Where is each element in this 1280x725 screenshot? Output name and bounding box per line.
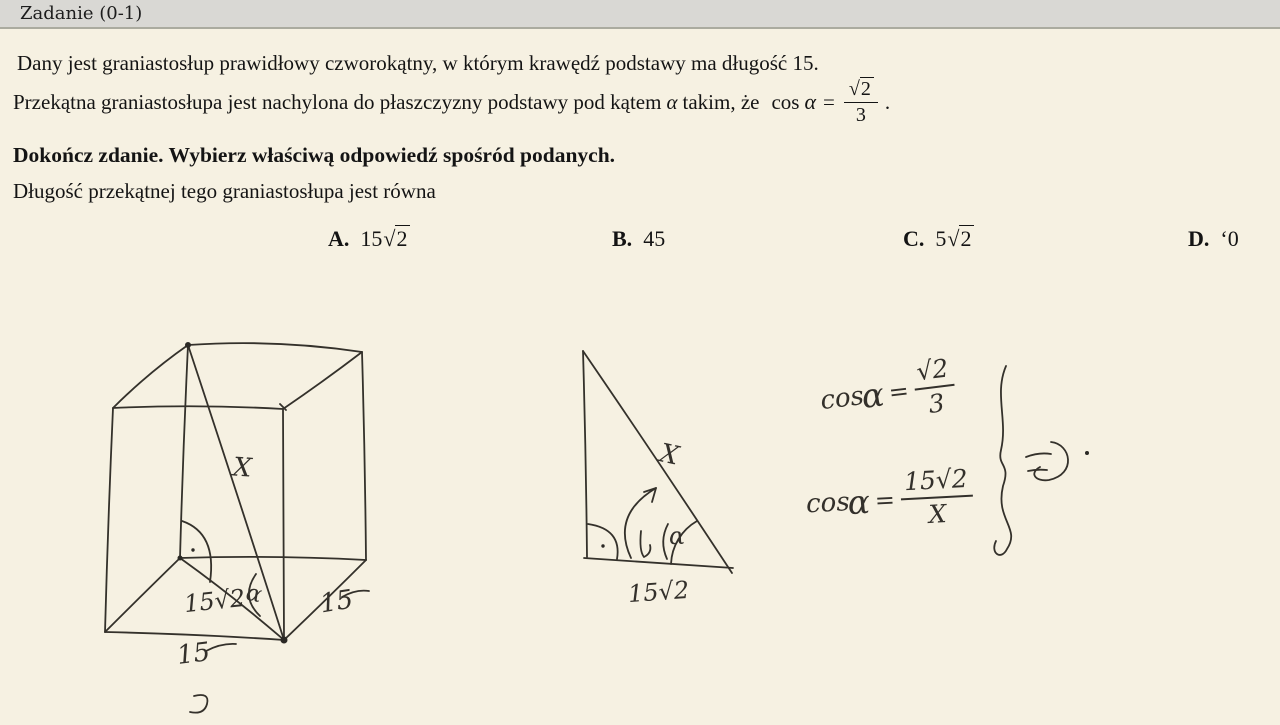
task-header-bar bbox=[0, 0, 1280, 29]
curly-brace bbox=[994, 366, 1011, 555]
fraction-numerator bbox=[844, 78, 878, 101]
cos-function: cos bbox=[771, 89, 800, 114]
radical-sign: √ bbox=[848, 78, 860, 101]
answer-option-c[interactable] bbox=[903, 226, 974, 252]
prism-base-back-edge bbox=[180, 557, 366, 560]
label-stroke-front bbox=[206, 644, 236, 651]
equals-sign: = bbox=[887, 376, 911, 407]
prism-vertical-edge-front-right bbox=[283, 409, 284, 640]
answer-label: A. bbox=[328, 226, 350, 251]
right-angle-arc bbox=[588, 524, 618, 559]
answer-value bbox=[1220, 226, 1238, 251]
alpha-symbol: α bbox=[859, 374, 887, 416]
question-line: Długość przekątnej tego graniastosłupa jest równa bbox=[13, 179, 436, 203]
answer-number: 15 bbox=[360, 226, 383, 251]
prism-vertical-edge-back-right bbox=[362, 352, 366, 560]
problem-line-2 bbox=[13, 76, 890, 128]
prism-vertical-edge-back-left bbox=[180, 345, 188, 558]
prism-front-edge-label: 15 bbox=[175, 637, 212, 671]
radicand: 2 bbox=[860, 77, 874, 100]
alpha-symbol: α bbox=[804, 89, 817, 114]
triangle-vertical-leg bbox=[583, 351, 587, 557]
vertex-dot-bottom-front bbox=[281, 637, 288, 644]
pen-paren-mark bbox=[663, 524, 668, 559]
cosine-formula bbox=[771, 78, 890, 126]
answer-value bbox=[643, 226, 665, 251]
prism-vertical-edge-front-left bbox=[105, 408, 113, 632]
answer-value bbox=[360, 225, 410, 251]
equals-sign: = bbox=[874, 485, 896, 515]
prism-angle-label: α bbox=[243, 579, 265, 609]
right-angle-dot bbox=[601, 544, 604, 547]
radical-sign: √ bbox=[383, 226, 396, 251]
triangle-angle-label: α bbox=[669, 522, 686, 550]
problem-line-2-text-b: takim, że bbox=[682, 89, 760, 114]
radicand: 2 bbox=[959, 225, 974, 251]
answer-option-b[interactable] bbox=[612, 226, 665, 252]
cos-function: cos bbox=[818, 381, 866, 417]
work-equation-1 bbox=[817, 355, 958, 431]
problem-line-2-text: Przekątna graniastosłupa jest nachylona do płaszczyzny podstawy pod kątem bbox=[13, 89, 662, 114]
task-title: Zadanie (0-1) bbox=[20, 3, 143, 24]
equals-sign: = bbox=[823, 89, 835, 114]
partial-squiggle bbox=[190, 695, 207, 713]
prism-top-left-edge bbox=[113, 345, 188, 408]
fraction-denominator: X bbox=[901, 495, 974, 530]
instruction-line: Dokończ zdanie. Wybierz właściwą odpowiedź spośród podanych. bbox=[13, 143, 616, 167]
answer-option-a[interactable] bbox=[328, 226, 410, 252]
work-equation-2 bbox=[805, 463, 975, 535]
alpha-symbol: α bbox=[846, 481, 871, 522]
work-marks bbox=[980, 350, 1110, 570]
period: . bbox=[884, 89, 891, 114]
vertex-dot-top bbox=[185, 342, 191, 348]
implies-arrow-curve bbox=[1034, 442, 1068, 480]
vertex-dot-bottom-back bbox=[178, 556, 183, 561]
prism-top-front-edge bbox=[113, 406, 283, 409]
fraction bbox=[899, 463, 974, 530]
stray-pen-dot bbox=[1085, 451, 1089, 455]
answer-option-d[interactable] bbox=[1188, 226, 1239, 252]
prism-top-back-edge bbox=[188, 343, 362, 352]
answer-value bbox=[935, 225, 974, 251]
pen-tick-mark bbox=[640, 531, 650, 557]
answer-number: 5 bbox=[935, 226, 947, 251]
fraction-numerator: 15√2 bbox=[903, 463, 969, 497]
prism-base-left-edge bbox=[105, 558, 180, 632]
answer-label: B. bbox=[612, 226, 633, 251]
right-angle-arc bbox=[182, 521, 211, 582]
fraction-denominator: 3 bbox=[915, 384, 958, 420]
answer-label: D. bbox=[1188, 226, 1210, 251]
triangle-hypotenuse-label: X bbox=[657, 438, 682, 472]
prism-diagonal-label: X bbox=[231, 452, 253, 484]
answer-label: C. bbox=[903, 226, 925, 251]
problem-line-1: Dany jest graniastosłup prawidłowy czworokątny, w którym krawędź podstawy ma długość 15. bbox=[17, 51, 819, 75]
right-angle-dot bbox=[191, 548, 194, 551]
prism-base-diagonal-label: 15√2 bbox=[182, 583, 247, 619]
triangle-base-label: 15√2 bbox=[627, 575, 691, 609]
fraction bbox=[844, 78, 878, 126]
radicand: 2 bbox=[395, 225, 410, 251]
radical-sign: √ bbox=[947, 226, 960, 251]
fraction-numerator: √2 bbox=[914, 353, 950, 387]
prism-sketch bbox=[80, 335, 390, 725]
answer-number: 45 bbox=[643, 226, 666, 251]
cos-function: cos bbox=[805, 487, 851, 520]
fraction-denominator: 3 bbox=[844, 102, 878, 126]
triangle-base-leg bbox=[584, 558, 733, 568]
fraction bbox=[911, 355, 958, 420]
prism-right-edge-label: 15 bbox=[317, 584, 356, 620]
answer-number: ‘0 bbox=[1220, 226, 1239, 251]
alpha-symbol: α bbox=[666, 89, 678, 114]
prism-top-right-edge bbox=[283, 352, 362, 409]
